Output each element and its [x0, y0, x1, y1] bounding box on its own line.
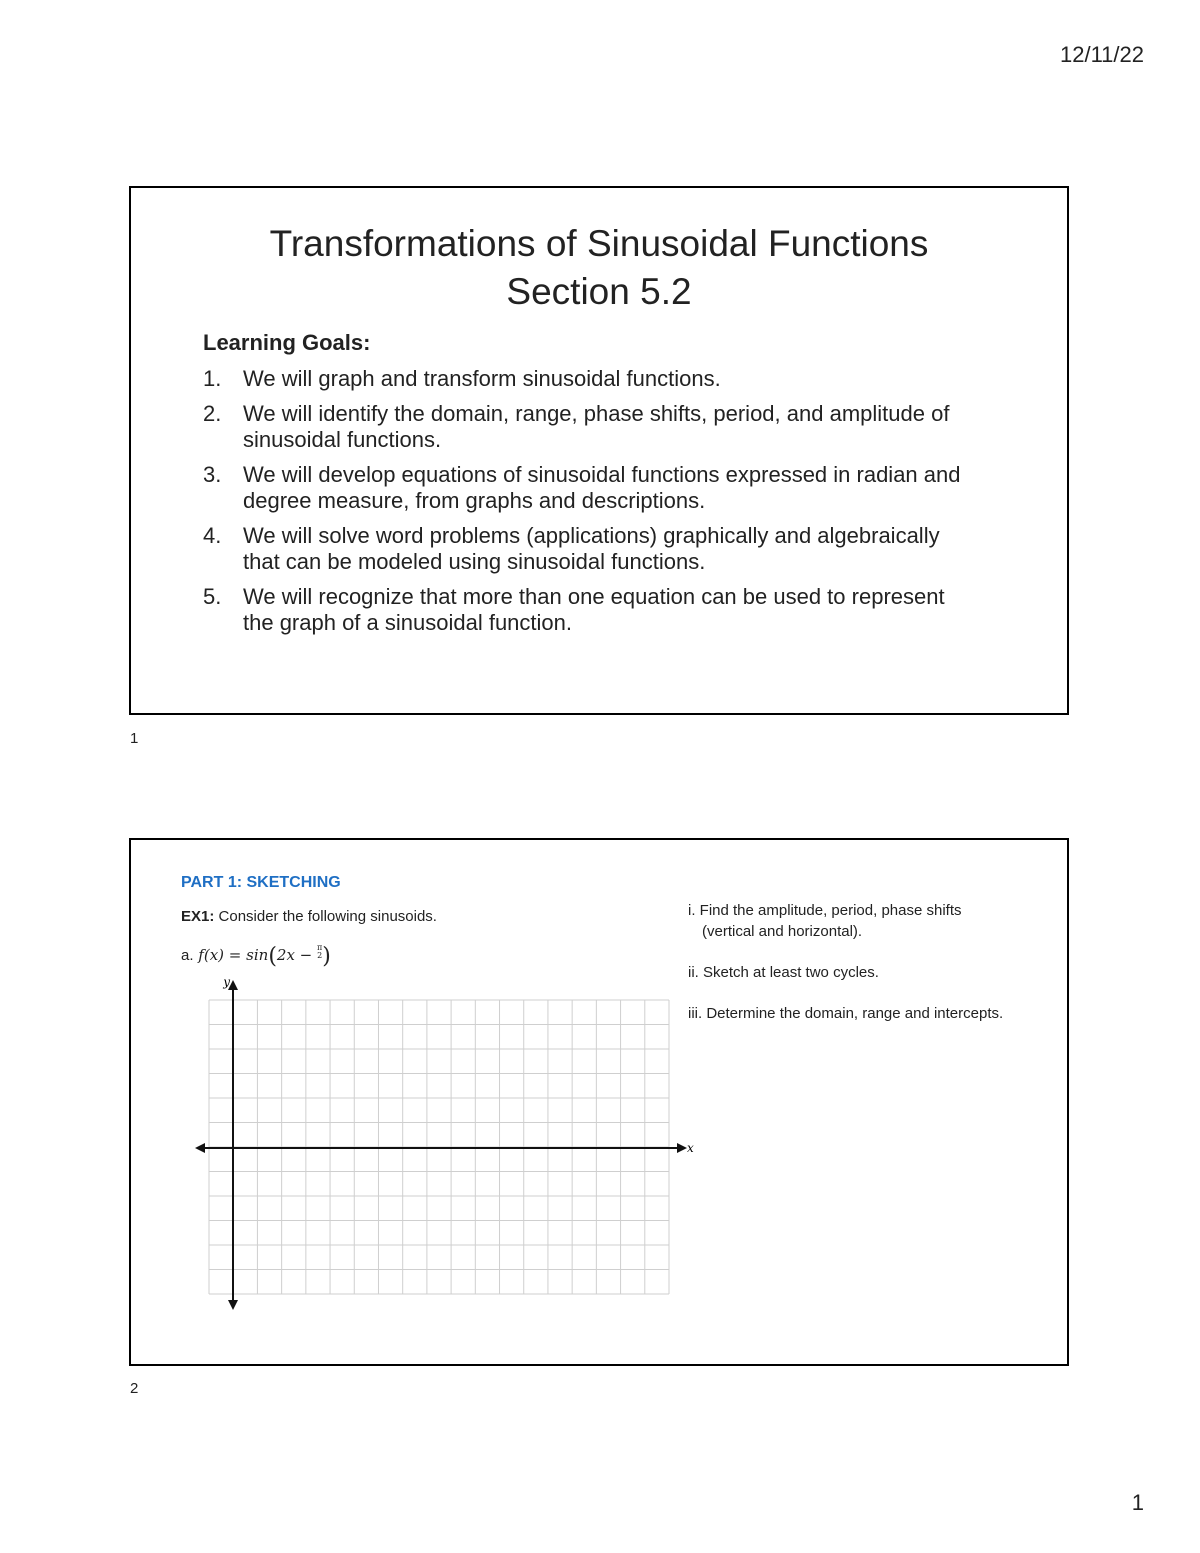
equation-equals: = — [228, 946, 242, 964]
instructions — [688, 900, 1048, 1044]
equation-label: a. — [181, 947, 194, 964]
goal-number: 4. — [203, 523, 222, 548]
goal-number: 2. — [203, 401, 222, 426]
goal-text: We will solve word problems (applications) graphically and algebraically that can be modeled using sinusoidal functions. — [243, 523, 940, 574]
instruction-i — [688, 900, 1048, 942]
fraction-denominator: 2 — [317, 951, 323, 960]
example-label: EX1: — [181, 908, 215, 925]
date-header: 12/11/22 — [1059, 42, 1144, 67]
goal-text: We will recognize that more than one equation can be used to represent the graph of a sinusoidal function. — [243, 584, 945, 635]
y-axis-label: y — [223, 978, 230, 989]
equation-fn: sin — [246, 946, 269, 964]
example-text: Consider the following sinusoids. — [214, 908, 437, 925]
goal-item — [203, 366, 963, 392]
learning-goals-heading: Learning Goals: — [203, 330, 371, 355]
goal-item — [203, 401, 963, 453]
goal-text: We will identify the domain, range, phase shifts, period, and amplitude of sinusoidal functions. — [243, 401, 950, 452]
x-axis-left-arrow — [195, 1143, 205, 1153]
equation-lhs: f(x) — [198, 946, 225, 964]
goal-number: 3. — [203, 462, 222, 487]
learning-goals-list — [203, 366, 963, 645]
slide-2 — [129, 838, 1069, 1366]
instruction-i-line-2: (vertical and horizontal). — [702, 923, 863, 940]
goal-item — [203, 584, 963, 636]
slide-number: 1 — [130, 730, 139, 747]
instruction-ii: ii. Sketch at least two cycles. — [688, 964, 879, 981]
goal-item — [203, 523, 963, 575]
goal-item — [203, 462, 963, 514]
graph-grid[interactable] — [191, 978, 711, 1318]
goal-text: We will develop equations of sinusoidal functions expressed in radian and degree measure, from graphs and descriptions. — [243, 462, 961, 513]
slide-1 — [129, 186, 1069, 715]
goal-number: 5. — [203, 584, 222, 609]
slide-title-line-2: Section 5.2 — [506, 271, 692, 312]
equation-close-paren: ) — [322, 944, 331, 969]
x-axis-label: x — [687, 1141, 694, 1155]
equation-arg: 2x − — [276, 946, 313, 964]
instruction-i-line-1: i. Find the amplitude, period, phase shifts — [688, 902, 962, 919]
slide-title-line-1: Transformations of Sinusoidal Functions — [269, 223, 929, 264]
example-intro — [181, 908, 437, 925]
goal-text: We will graph and transform sinusoidal functions. — [243, 366, 721, 391]
y-axis-down-arrow — [228, 1300, 238, 1310]
page-number: 1 — [1131, 1490, 1144, 1515]
x-axis-right-arrow — [677, 1143, 687, 1153]
instruction-iii: iii. Determine the domain, range and intercepts. — [688, 1005, 1004, 1022]
goal-number: 1. — [203, 366, 222, 391]
fraction-numerator: π — [317, 943, 323, 952]
slide-title — [131, 220, 1067, 316]
slide-number: 2 — [130, 1380, 139, 1397]
part-title: PART 1: SKETCHING — [181, 874, 341, 891]
equation — [181, 944, 331, 969]
equation-open-paren: ( — [268, 944, 277, 969]
